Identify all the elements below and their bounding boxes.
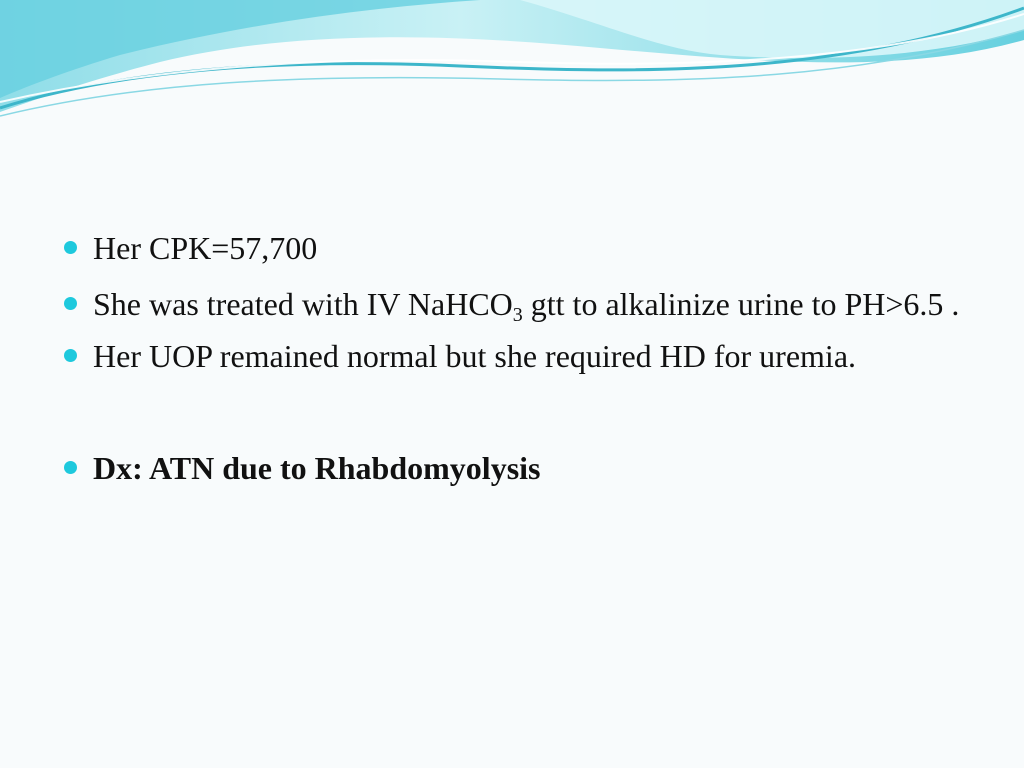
bullet-text bbox=[93, 278, 964, 330]
bullet-item bbox=[64, 222, 964, 274]
subscript: 3 bbox=[512, 304, 523, 326]
bullet-dot-icon bbox=[64, 297, 77, 310]
bullet-item bbox=[64, 278, 964, 330]
bullet-dot-icon bbox=[64, 461, 77, 474]
bullet-item bbox=[64, 330, 964, 382]
bullet-text: Her UOP remained normal but she required HD for uremia. bbox=[93, 338, 857, 374]
bullet-dot-icon bbox=[64, 241, 77, 254]
bullet-text-part: She was treated with IV NaHCO bbox=[93, 286, 513, 322]
slide-content bbox=[64, 222, 964, 494]
bullet-item-diagnosis bbox=[64, 442, 964, 494]
bullet-text-part: gtt to alkalinize urine to PH>6.5 . bbox=[522, 286, 960, 322]
bullet-text: Her CPK=57,700 bbox=[93, 230, 318, 266]
bullet-dot-icon bbox=[64, 349, 77, 362]
bullet-text: Dx: ATN due to Rhabdomyolysis bbox=[93, 450, 541, 486]
header-wave-decoration bbox=[0, 0, 1024, 130]
